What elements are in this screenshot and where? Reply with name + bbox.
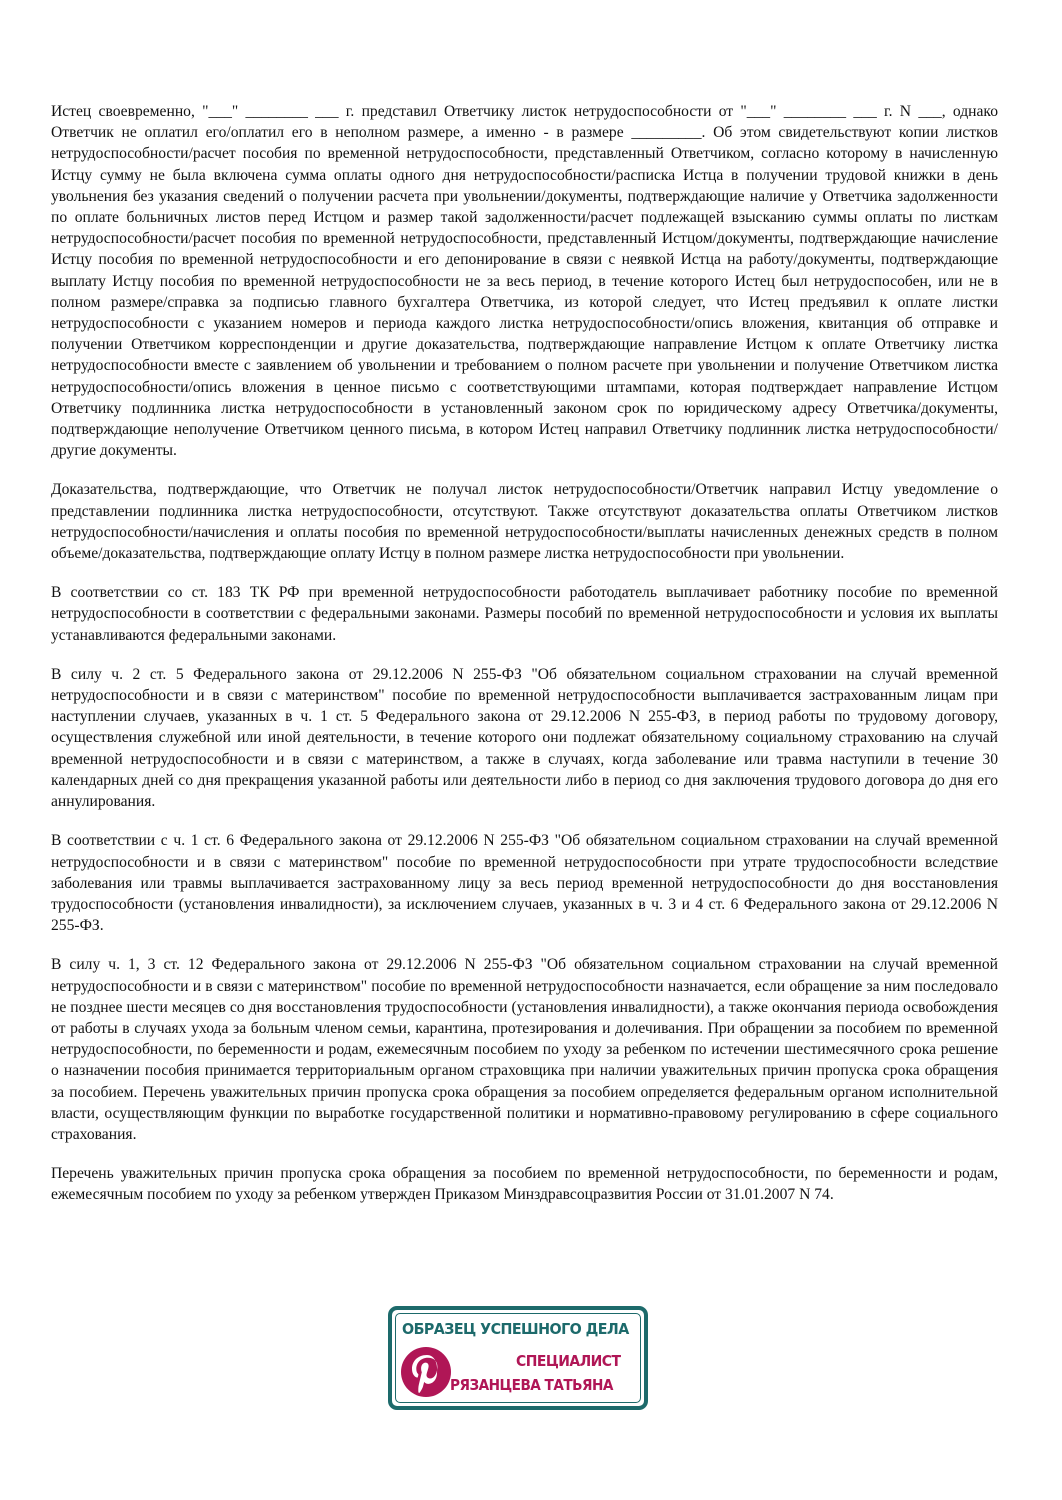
stamp-name: РЯЗАНЦЕВА ТАТЬЯНА [450, 1376, 613, 1394]
paragraph-labor-code: В соответствии со ст. 183 ТК РФ при временной нетрудоспособности работодатель выплачивает работнику пособие по временной нетрудоспособности в соответствии с федеральными законами. Размеры пособий по временной нетрудоспособности и условия их выплаты устанавливаются федеральными законами. [51, 584, 998, 644]
stamp-role: СПЕЦИАЛИСТ [516, 1352, 621, 1370]
paragraph-evidence: Доказательства, подтверждающие, что Ответчик не получал листок нетрудоспособности/Ответчик направил Истцу уведомление о представлении подлинника листка нетрудоспособности, отсутствуют. Также отсутствуют доказательства оплаты Ответчиком листков нетрудоспособности/начисления и оплаты пособия по временной нетрудоспособности/выплаты начисленных денежных средств в полном объеме/доказательства, подтверждающие оплату Истцу в полном размере листка нетрудоспособности при увольнении. [51, 481, 998, 563]
pinterest-icon [400, 1346, 452, 1398]
paragraph-claim: Истец своевременно, "___" ________ ___ г. представил Ответчику листок нетрудоспособности от "___" ________ ___ г. N ___, однако Ответчик не оплатил его/оплатил его в неполном размере, а именно - в размере _________. Об этом свидетельствуют копии листков нетрудоспособности/расчет пособия по временной нетрудоспособности, представленный Ответчиком, согласно которому в начисленную Истцу сумму не была включена сумма оплаты одного дня нетрудоспособности/расписка Истца в получении трудовой книжки в день увольнения без указания сведений о получении расчета при увольнении/документы, подтверждающие наличие у Ответчика задолженности по оплате больничных листов перед Истцом и размер такой задолженности/расчет подлежащей взысканию суммы оплаты по листкам нетрудоспособности/расчет пособия по временной нетрудоспособности, представленный Истцом/документы, подтверждающие начисление Истцу пособия по временной нетрудоспособности и его депонирование в связи с неявкой Истца на работу/документы, подтверждающие выплату Истцу пособия по временной нетрудоспособности не за весь период, в течение которого Истец был нетрудоспособен, или не в полном размере/справка за подписью главного бухгалтера Ответчика, из которой следует, что Истец предъявил к оплате листки нетрудоспособности с указанием номеров и периода каждого листка нетрудоспособности/опись вложения, квитанция об отправке и получении Ответчиком корреспонденции и другие доказательства, подтверждающие направление Истцом к оплате Ответчику листка нетрудоспособности вместе с заявлением об увольнении и требованием о полном расчете при увольнении и получение Ответчиком листка нетрудоспособности/опись вложения в ценное письмо с соответствующими штампами, которая подтверждает направление Истцом Ответчику подлинника листка нетрудоспособности в установленный законом срок по юридическому адресу Ответчика/документы, подтверждающие неполучение Ответчиком ценного письма, в котором Истец направил Ответчику подлинник листка нетрудоспособности/другие документы. [51, 103, 998, 460]
document-body [51, 101, 998, 1206]
paragraph-law-art5: В силу ч. 2 ст. 5 Федерального закона от 29.12.2006 N 255-ФЗ "Об обязательном социальном страховании на случай временной нетрудоспособности и в связи с материнством" пособие по временной нетрудоспособности выплачивается застрахованным лицам при наступлении случаев, указанных в ч. 1 ст. 5 Федерального закона от 29.12.2006 N 255-ФЗ, в период работы по трудовому договору, осуществления служебной или иной деятельности, в течение которого они подлежат обязательному социальному страхованию на случай временной нетрудоспособности и в связи с материнством, а также в случаях, когда заболевание или травма наступили в течение 30 календарных дней со дня прекращения указанной работы или деятельности либо в период со дня заключения трудового договора до дня его аннулирования. [51, 665, 998, 811]
stamp-title: ОБРАЗЕЦ УСПЕШНОГО ДЕЛА [402, 1320, 629, 1338]
paragraph-order: Перечень уважительных причин пропуска срока обращения за пособием по временной нетрудоспособности, по беременности и родам, ежемесячным пособием по уходу за ребенком утвержден Приказом Минздравсоцразвития России от 31.01.2007 N 74. [51, 1165, 998, 1204]
paragraph-law-art6: В соответствии с ч. 1 ст. 6 Федерального закона от 29.12.2006 N 255-ФЗ "Об обязательном социальном страховании на случай временной нетрудоспособности и в связи с материнством" пособие по временной нетрудоспособности при утрате трудоспособности вследствие заболевания или травмы выплачивается застрахованному лицу за весь период временной нетрудоспособности до дня восстановления трудоспособности (установления инвалидности), за исключением случаев, указанных в ч. 3 и 4 ст. 6 Федерального закона от 29.12.2006 N 255-ФЗ. [51, 832, 998, 935]
paragraph-law-art12: В силу ч. 1, 3 ст. 12 Федерального закона от 29.12.2006 N 255-ФЗ "Об обязательном социальном страховании на случай временной нетрудоспособности и в связи с материнством" пособие по временной нетрудоспособности назначается, если обращение за ним последовало не позднее шести месяцев со дня восстановления трудоспособности (установления инвалидности), а также окончания периода освобождения от работы в случаях ухода за больным членом семьи, карантина, протезирования и долечивания. При обращении за пособием по временной нетрудоспособности, по беременности и родам, ежемесячным пособием по уходу за ребенком по истечении шестимесячного срока решение о назначении пособия принимается территориальным органом страховщика при наличии уважительных причин пропуска срока обращения за пособием. Перечень уважительных причин пропуска срока обращения за пособием определяется федеральным органом исполнительной власти, осуществляющим функции по выработке государственной политики и нормативно-правовому регулированию в сфере социального страхования. [51, 956, 998, 1143]
specialist-stamp [388, 1306, 648, 1410]
